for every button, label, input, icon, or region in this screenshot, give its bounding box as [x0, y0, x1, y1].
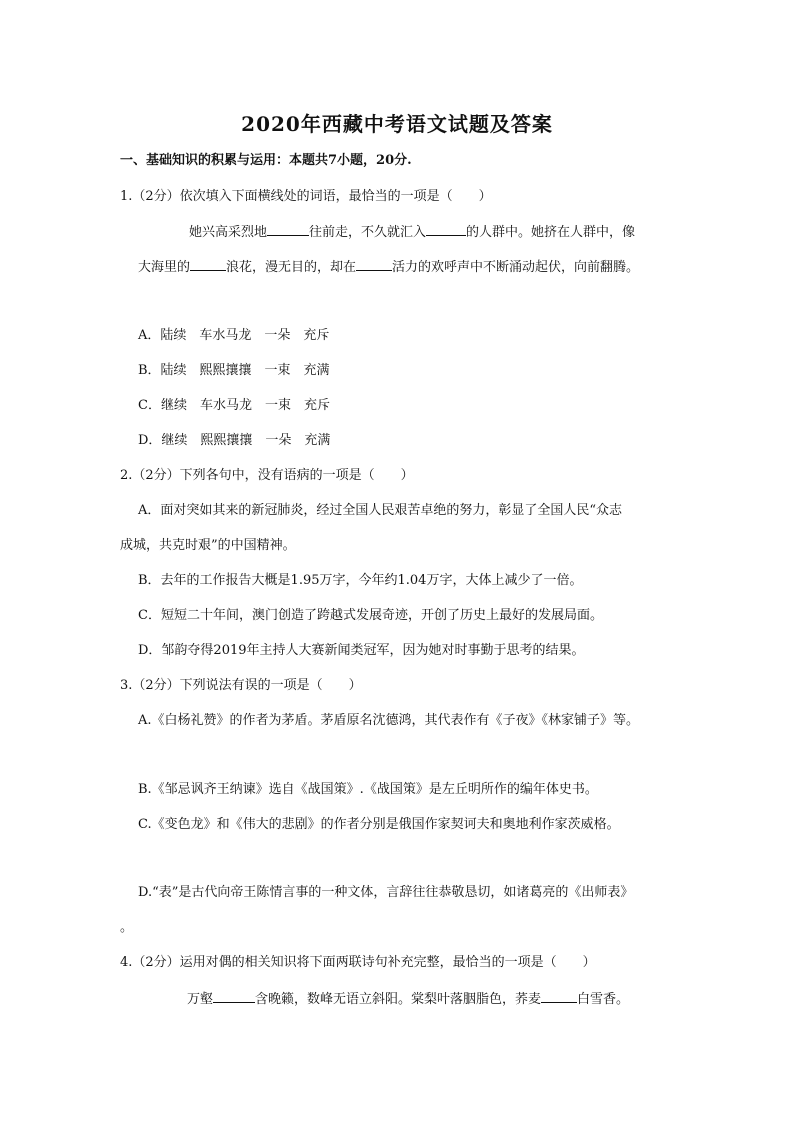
question-4-poem-line: [187, 990, 629, 1009]
poem-text: 万壑: [187, 992, 214, 1007]
question-4-stem: 4.（2分）运用对偶的相关知识将下面两联诗句补充完整，最恰当的一项是（ ）: [120, 955, 596, 970]
passage-text: 大海里的: [138, 260, 191, 275]
fill-blank: [356, 258, 392, 271]
passage-text: 活力的欢呼声中不断涌动起伏，向前翻腾。: [392, 260, 640, 275]
question-2-stem: 2.（2分）下列各句中，没有语病的一项是（ ）: [120, 468, 414, 483]
question-1-stem: 1.（2分）依次填入下面横线处的词语，最恰当的一项是（ ）: [120, 189, 492, 204]
page-title: 2020年西藏中考语文试题及答案: [241, 112, 553, 136]
fill-blank: [541, 990, 577, 1003]
question-2-option-a-cont: 成城，共克时艰”的中国精神。: [120, 538, 296, 553]
question-3-option-d[interactable]: D.“表”是古代向帝王陈情言事的一种文体，言辞往往恭敬恳切，如诸葛亮的《出师表》: [138, 885, 634, 900]
question-1-option-c[interactable]: C．继续 车水马龙 一束 充斥: [138, 398, 330, 413]
question-3-stem: 3.（2分）下列说法有误的一项是（ ）: [120, 678, 362, 693]
fill-blank: [426, 223, 466, 236]
question-2-option-a[interactable]: A．面对突如其来的新冠肺炎，经过全国人民艰苦卓绝的努力，彰显了全国人民“众志: [138, 503, 623, 518]
question-3-option-b[interactable]: B.《邹忌讽齐王纳谏》选自《战国策》.《战国策》是左丘明所作的编年体史书。: [138, 782, 598, 797]
question-3-option-c[interactable]: C.《变色龙》和《伟大的悲剧》的作者分别是俄国作家契诃夫和奥地利作家茨威格。: [138, 817, 620, 832]
fill-blank: [267, 223, 309, 236]
question-2-option-b[interactable]: B．去年的工作报告大概是1.95万字，今年约1.04万字，大体上减少了一倍。: [138, 573, 583, 588]
question-1-option-a[interactable]: A．陆续 车水马龙 一朵 充斥: [138, 328, 330, 343]
fill-blank: [190, 258, 226, 271]
question-2-option-d[interactable]: D．邹韵夺得2019年主持人大赛新闻类冠军，因为她对时事勤于思考的结果。: [138, 643, 585, 658]
fill-blank: [213, 990, 255, 1003]
passage-text: 她兴高采烈地: [189, 225, 268, 240]
question-1-passage-line-2: [138, 258, 639, 277]
poem-text: 白雪香。: [577, 992, 630, 1007]
question-3-option-d-cont: 。: [120, 920, 134, 935]
passage-text: 往前走，不久就汇入: [309, 225, 427, 240]
section-heading: 一、基础知识的积累与运用：本题共7小题，20分.: [120, 153, 412, 168]
question-1-option-b[interactable]: B．陆续 熙熙攘攘 一束 充满: [138, 363, 330, 378]
question-1-passage-line-1: [189, 223, 635, 242]
question-2-option-c[interactable]: C．短短二十年间，澳门创造了跨越式发展奇迹，开创了历史上最好的发展局面。: [138, 608, 603, 623]
passage-text: 的人群中。她挤在人群中，像: [466, 225, 636, 240]
question-3-option-a[interactable]: A.《白杨礼赞》的作者为茅盾。茅盾原名沈德鸿，其代表作有《子夜》《林家铺子》等。: [138, 713, 640, 728]
passage-text: 浪花，漫无目的，却在: [226, 260, 357, 275]
poem-text: 含晚籁，数峰无语立斜阳。棠梨叶落胭脂色，荞麦: [255, 992, 542, 1007]
question-1-option-d[interactable]: D．继续 熙熙攘攘 一朵 充满: [138, 433, 331, 448]
